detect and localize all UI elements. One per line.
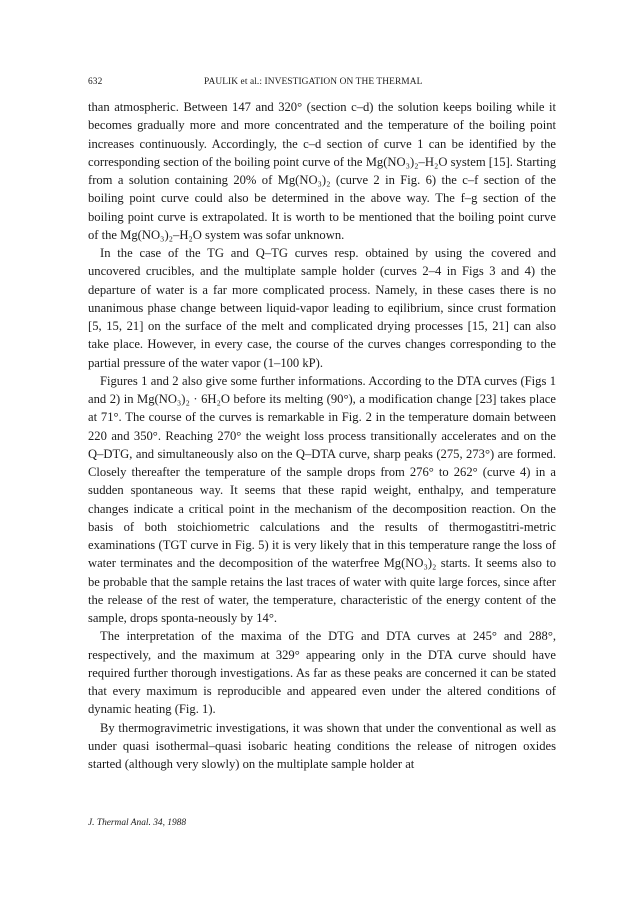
running-head: PAULIK et al.: INVESTIGATION ON THE THERMAL [204, 77, 423, 87]
paragraph-3: Figures 1 and 2 also give some further informations. According to the DTA curves (Figs 1 and 2) in Mg(NO₃)₂ · 6H₂O before its melting (90°), a modification change [23] takes place at 71°. The course of the curves is remarkable in Fig. 2 in the temperature domain between 220 and 350°. Reaching 270° the weight loss process transitionally accelerates and on the Q–DTG, and simultaneously also on the Q–DTA curve, sharp peaks (275, 273°) are formed. Closely thereafter the temperature of the sample drops from 276° to 262° (curve 4) in a sudden spontaneous way. It seems that these rapid weight, enthalpy, and temperature changes indicate a critical point in the mechanism of the decomposition reaction. On the basis of both stoichiometric calculations and the results of thermogastitri-metric examinations (TGT curve in Fig. 5) it is very likely that in this temperature range the loss of water terminates and the decomposition of the waterfree Mg(NO₃)₂ starts. It seems also to be probable that the sample retains the last traces of water with quite large forces, since after the release of the rest of water, the temperature, characteristic of the energy content of the sample, drops sponta-neously by 14°. [88, 373, 556, 625]
paragraph-5: By thermogravimetric investigations, it was shown that under the conventional as well as under quasi isothermal–quasi isobaric heating conditions the release of nitrogen oxides started (although very slowly) on the multiplate sample holder at [88, 720, 556, 771]
paragraph-1: than atmospheric. Between 147 and 320° (section c–d) the solution keeps boiling while it becomes gradually more and more concentrated and the temperature of the boiling point increases continuously. Accordingly, the c–d section of curve 1 can be identified by the corresponding section of the boiling point curve of the Mg(NO₃)₂–H₂O system [15]. Starting from a solution containing 20% of Mg(NO₃)₂ (curve 2 in Fig. 6) the c–f section of the boiling point curve could also be determined in the above way. The f–g section of the boiling point curve is extrapolated. It is worth to be mentioned that the boiling point curve of the Mg(NO₃)₂–H₂O system was sofar unknown. [88, 100, 556, 242]
body-text [88, 98, 556, 773]
page-number: 632 [88, 77, 103, 87]
page-header [88, 77, 558, 91]
paragraph-2: In the case of the TG and Q–TG curves resp. obtained by using the covered and uncovered crucibles, and the multiplate sample holder (curves 2–4 in Figs 3 and 4) the departure of water is a far more complicated process. Namely, in these cases there is no unanimous phase change between liquid-vapor leading to eqilibrium, since crust formation [5, 15, 21] on the surface of the melt and complicated drying processes [15, 21] can also take place. However, in every case, the course of the curves changes corresponding to the partial pressure of the water vapor (1–100 kP). [88, 246, 556, 370]
paragraph-4: The interpretation of the maxima of the DTG and DTA curves at 245° and 288°, respectively, and the maximum at 329° appearing only in the DTA curve should have required further thorough investigations. As far as these peaks are concerned it can be stated that every maximum is reproducible and appeared even under the altered conditions of dynamic heating (Fig. 1). [88, 629, 556, 717]
journal-footer: J. Thermal Anal. 34, 1988 [88, 818, 187, 828]
